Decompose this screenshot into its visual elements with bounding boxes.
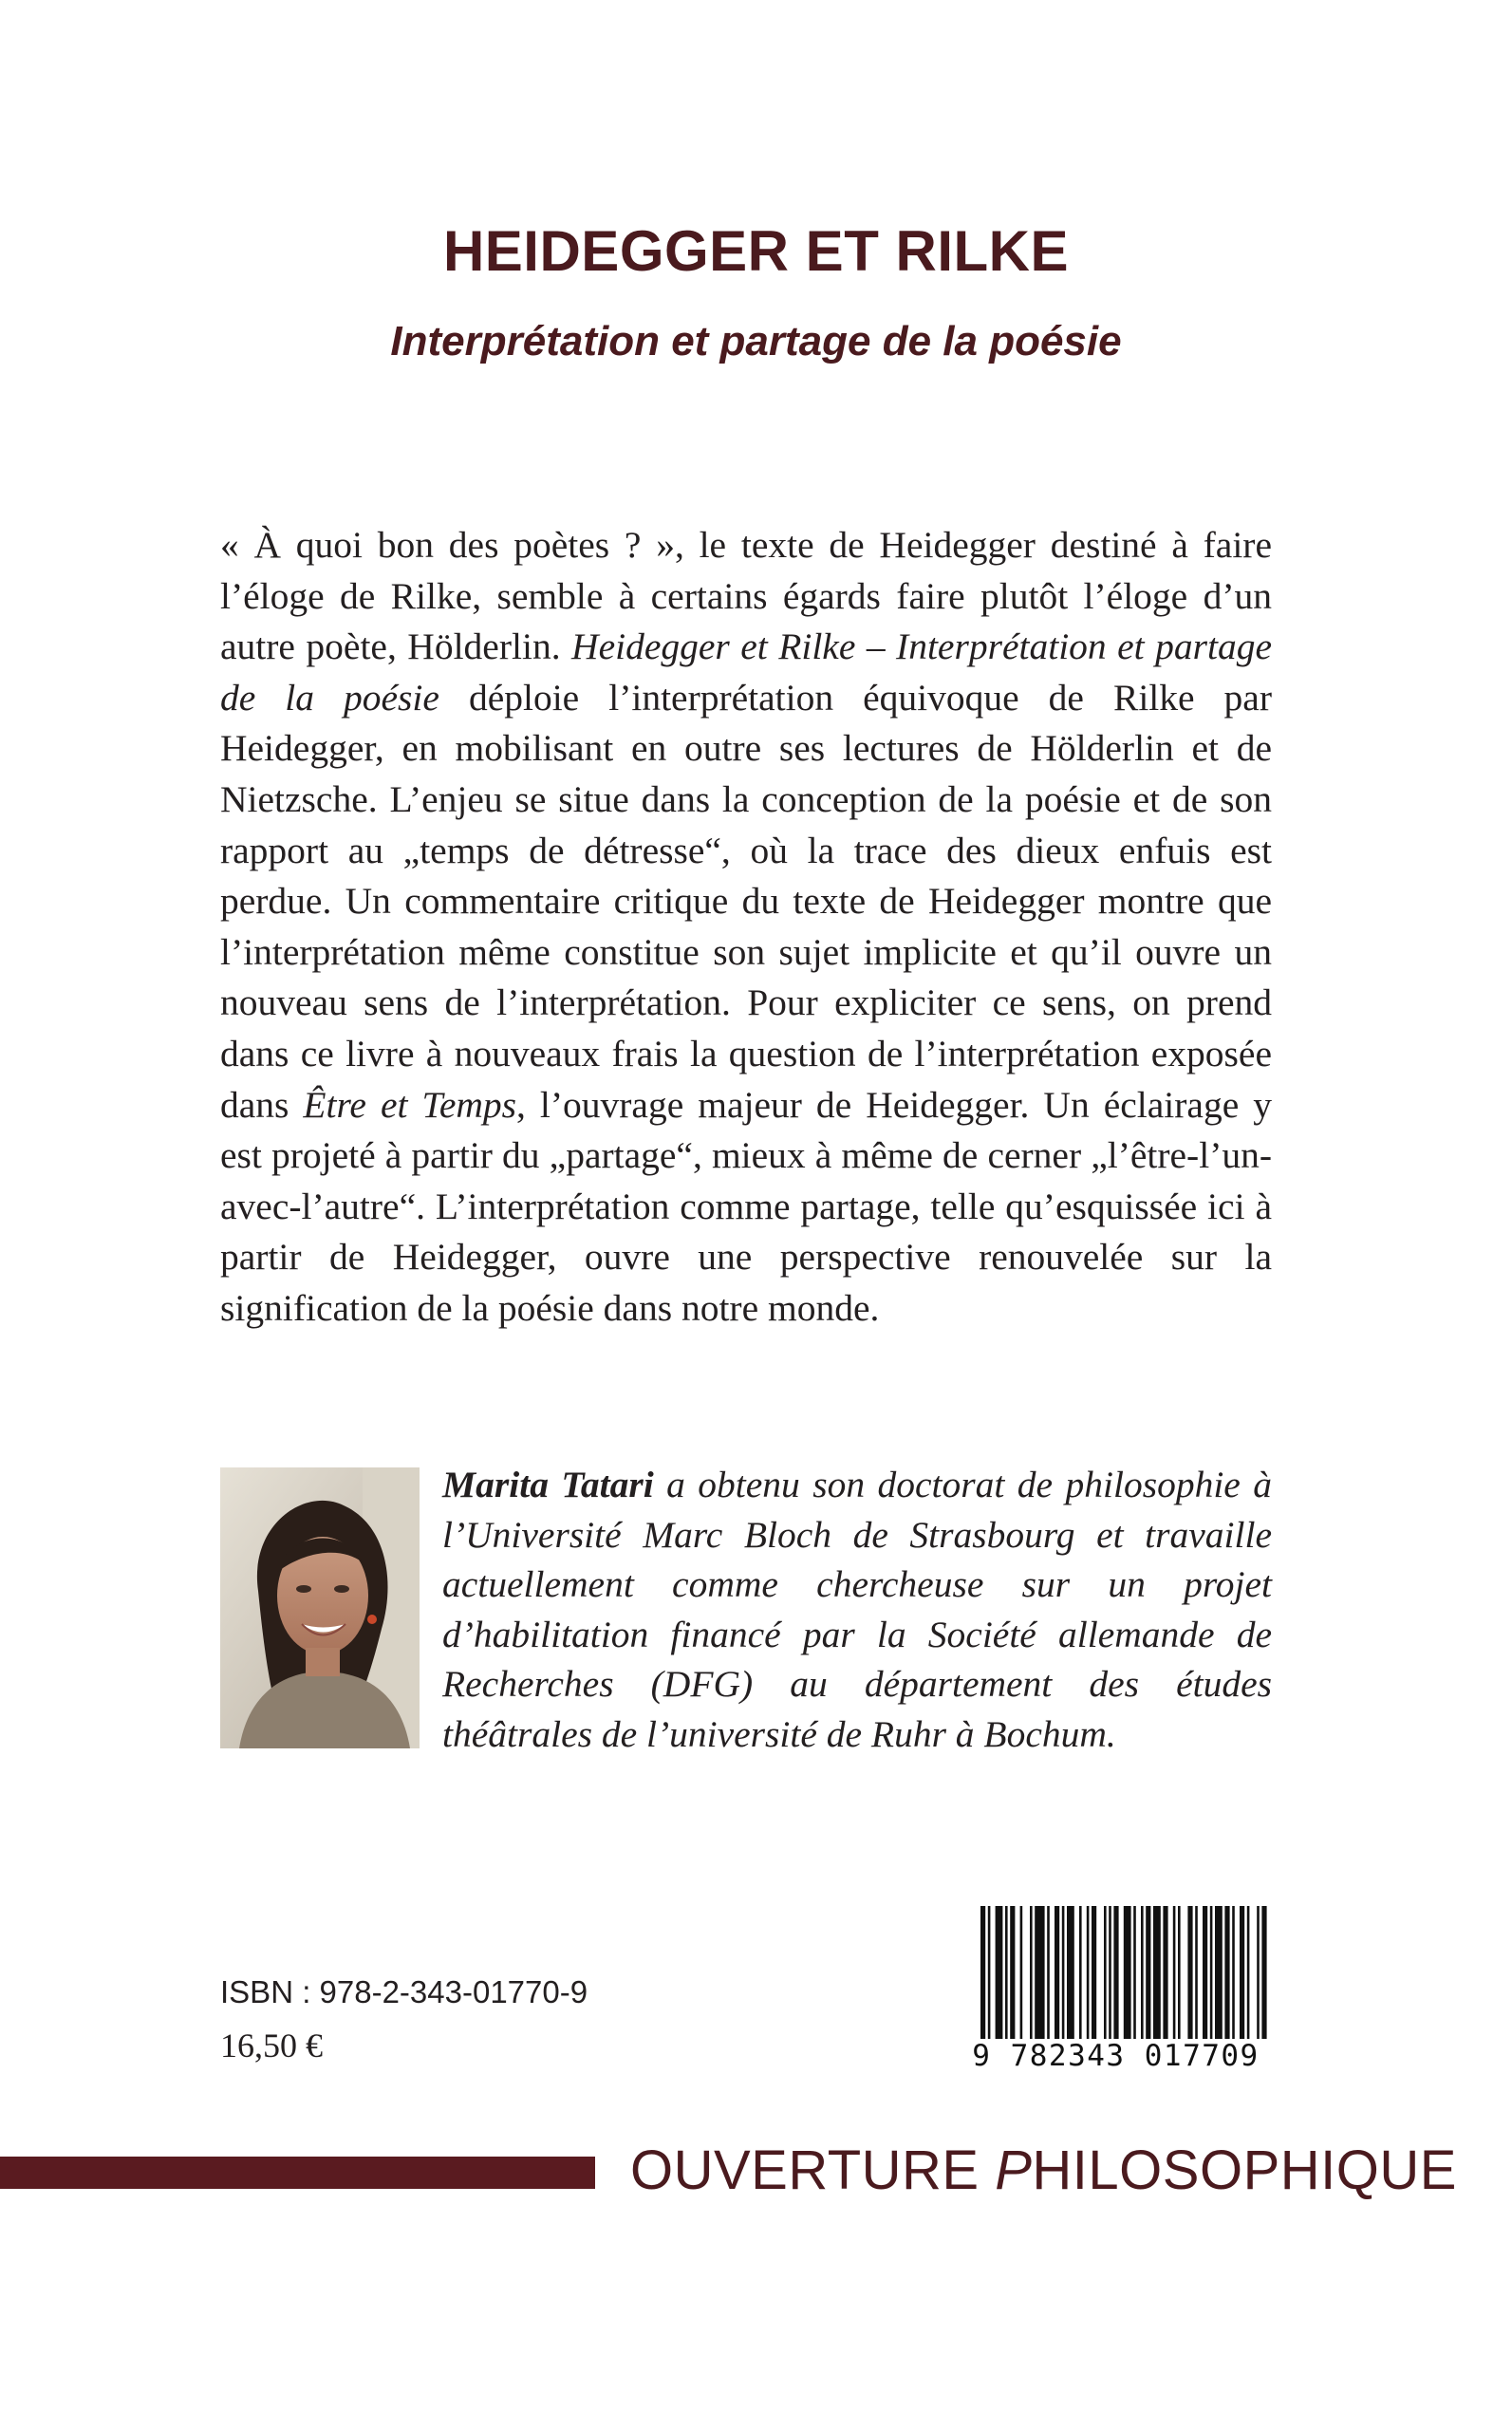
collection-color-bar: [0, 2157, 595, 2189]
barcode-bar: [1020, 1906, 1023, 2039]
collection-name-part2: HILOSOPHIQUE: [1032, 2139, 1457, 2201]
barcode-bar: [1055, 1906, 1059, 2039]
barcode-bar: [1067, 1906, 1074, 2039]
barcode-bar: [1079, 1906, 1082, 2039]
barcode-bar: [996, 1906, 1003, 2039]
barcode-bar: [1146, 1906, 1150, 2039]
barcode-bar: [1047, 1906, 1050, 2039]
barcode-bar: [1247, 1906, 1250, 2039]
blurb-italic-work: Être et Temps: [303, 1083, 517, 1126]
barcode-bar: [1203, 1906, 1207, 2039]
barcode-bar: [1030, 1906, 1033, 2039]
book-title: HEIDEGGER ET RILKE: [442, 219, 1070, 283]
author-name: Marita Tatari: [442, 1464, 654, 1505]
barcode-bar: [1092, 1906, 1096, 2039]
barcode-bar: [1257, 1906, 1260, 2039]
blurb-text-1: « À quoi bon des poètes ? », le texte de Heidegger destiné à faire l’éloge de Rilke, semble à certains égards faire plutôt l’éloge d’un autre poète, Hölderlin.: [220, 524, 1272, 668]
barcode-bar: [1215, 1906, 1223, 2039]
barcode-bar: [1163, 1906, 1167, 2039]
collection-name-part1: OUVERTURE: [630, 2139, 996, 2201]
barcode-bar: [988, 1906, 991, 2039]
barcode-bar: [1178, 1906, 1181, 2039]
author-bio-text: a obtenu son doctorat de philosophie à l’Université Marc Bloch de Strasbourg et travaille actuellement comme chercheuse sur un projet d’habilitation financé par la Société allemande de Recherches (DFG) au département des études théâtrales de l’université de Ruhr à Bochum.: [442, 1464, 1273, 1755]
barcode-digits: 9 782343 017709: [972, 2039, 1260, 2073]
barcode-bar: [1104, 1906, 1107, 2039]
barcode-bar: [1141, 1906, 1144, 2039]
isbn-label: ISBN : 978-2-343-01770-9: [220, 1974, 588, 2009]
barcode-bar: [1010, 1906, 1015, 2039]
barcode-bar: [1232, 1906, 1235, 2039]
barcode-bar: [1153, 1906, 1161, 2039]
barcode-bar: [1133, 1906, 1136, 2039]
barcode-bar: [1195, 1906, 1198, 2039]
barcode-bar: [1124, 1906, 1131, 2039]
barcode-bar: [1210, 1906, 1213, 2039]
barcode-bar: [1224, 1906, 1229, 2039]
blurb-text-2: déploie l’interprétation équivoque de Rilke par Heidegger, en mobilisant en outre ses lectures de Hölderlin et de Nietzsche. L’enjeu se situe dans la conception de la poésie et de son rapport au „temps de détresse“, où la trace des dieux enfuis est perdue. Un commentaire critique du texte de Heidegger montre que l’interprétation même constitue son sujet implicite et qu’il ouvre un nouveau sens de l’interprétation. Pour expliciter ce sens, on prend dans ce livre à nouveaux frais la question de l’interprétation exposée dans: [220, 676, 1272, 1126]
blurb-text-3: , l’ouvrage majeur de Heidegger. Un éclairage y est projeté à partir du „partage“, mieux à même de cerner „l’être-l’un-avec-l’autre“. L’interprétation comme partage, telle qu’esquissée ici à partir de Heidegger, ouvre une perspective renouvelée sur la signification de la poésie dans notre monde.: [220, 1083, 1272, 1329]
back-cover-blurb: [220, 520, 1272, 1335]
author-portrait-image: [220, 1467, 420, 1748]
barcode-bars: [973, 1906, 1272, 2039]
barcode-bar: [1261, 1906, 1266, 2039]
barcode-bar: [1109, 1906, 1111, 2039]
author-bio: [442, 1460, 1272, 1759]
book-subtitle: Interprétation et partage de la poésie: [390, 318, 1122, 364]
barcode-bar: [1035, 1906, 1044, 2039]
barcode-bar: [1062, 1906, 1065, 2039]
barcode-bar: [1087, 1906, 1090, 2039]
barcode-bar: [980, 1906, 985, 2039]
barcode-bar: [1173, 1906, 1176, 2039]
price-label: 16,50 €: [220, 2027, 323, 2064]
barcode-bar: [1240, 1906, 1244, 2039]
barcode-bar: [1005, 1906, 1008, 2039]
author-photo: [220, 1467, 420, 1748]
collection-name: [630, 2139, 1457, 2202]
barcode-bar: [1113, 1906, 1118, 2039]
collection-name-italic-letter: P: [995, 2139, 1033, 2201]
blurb-italic-title: Heidegger et Rilke – Interprétation et partage de la poésie: [220, 626, 1272, 719]
barcode-bar: [1187, 1906, 1192, 2039]
